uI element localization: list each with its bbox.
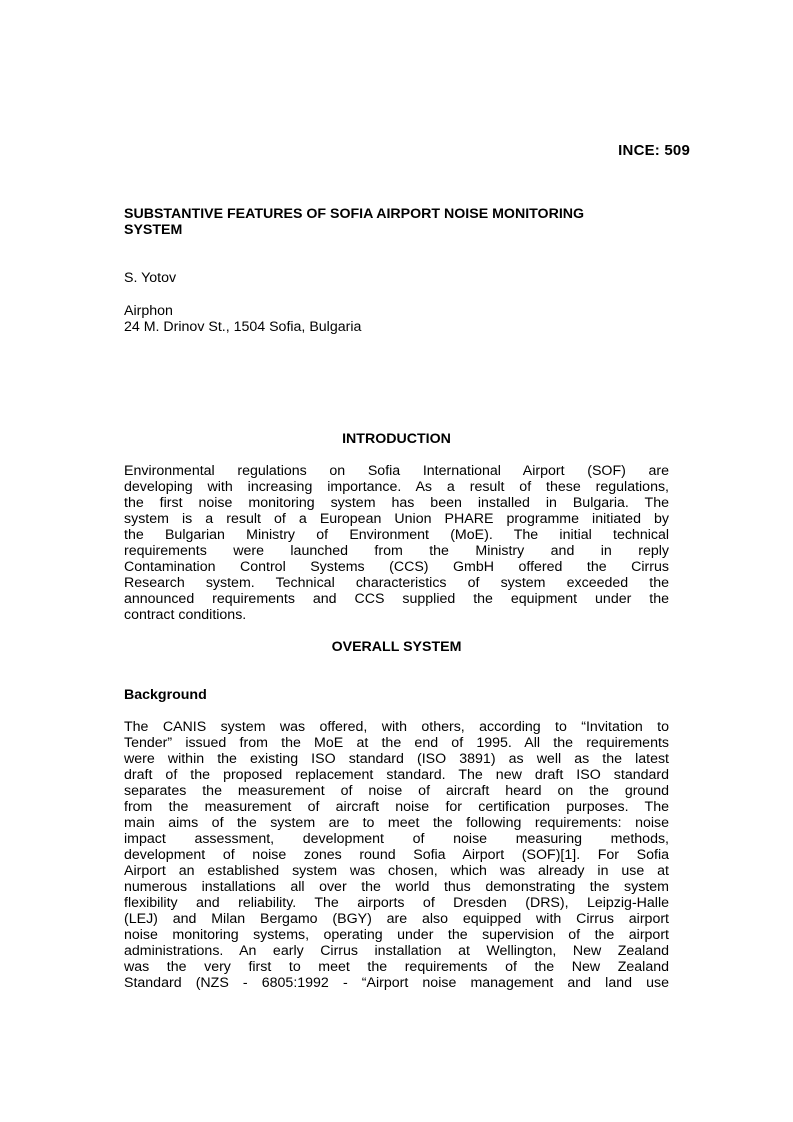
paragraph-line: was the very first to meet the requirements of the New Zealand xyxy=(124,959,669,975)
author-name: S. Yotov xyxy=(124,270,177,286)
paper-title-line: SYSTEM xyxy=(124,222,183,238)
paragraph-line: Tender” issued from the MoE at the end of 1995. All the requirements xyxy=(124,735,669,751)
paper-reference-number: INCE: 509 xyxy=(618,142,690,159)
section-heading-introduction: INTRODUCTION xyxy=(342,431,451,447)
paragraph-line: system is a result of a European Union PHARE programme initiated by xyxy=(124,511,669,527)
paragraph-line: Airport an established system was chosen, which was already in use at xyxy=(124,863,669,879)
paragraph-line: requirements were launched from the Ministry and in reply xyxy=(124,543,669,559)
background-paragraph xyxy=(124,719,669,991)
paragraph-line: main aims of the system are to meet the following requirements: noise xyxy=(124,815,669,831)
paragraph-line: flexibility and reliability. The airports of Dresden (DRS), Leipzig-Halle xyxy=(124,895,669,911)
paragraph-line: The CANIS system was offered, with others, according to “Invitation to xyxy=(124,719,669,735)
paragraph-line: administrations. An early Cirrus installation at Wellington, New Zealand xyxy=(124,943,669,959)
paragraph-line: the first noise monitoring system has been installed in Bulgaria. The xyxy=(124,495,669,511)
section-heading-overall-system: OVERALL SYSTEM xyxy=(331,639,462,655)
paragraph-line: Environmental regulations on Sofia International Airport (SOF) are xyxy=(124,463,669,479)
paragraph-line: developing with increasing importance. As a result of these regulations, xyxy=(124,479,669,495)
paragraph-line: announced requirements and CCS supplied the equipment under the xyxy=(124,591,669,607)
paragraph-line: contract conditions. xyxy=(124,607,247,623)
paragraph-line: numerous installations all over the world thus demonstrating the system xyxy=(124,879,669,895)
paragraph-line: noise monitoring systems, operating under the supervision of the airport xyxy=(124,927,669,943)
paragraph-line: impact assessment, development of noise measuring methods, xyxy=(124,831,669,847)
introduction-paragraph xyxy=(124,463,669,623)
paragraph-line: the Bulgarian Ministry of Environment (MoE). The initial technical xyxy=(124,527,669,543)
paragraph-line: (LEJ) and Milan Bergamo (BGY) are also equipped with Cirrus airport xyxy=(124,911,669,927)
author-affiliation xyxy=(124,303,361,335)
affiliation-organization: Airphon xyxy=(124,303,173,319)
paragraph-line: from the measurement of aircraft noise for certification purposes. The xyxy=(124,799,669,815)
paragraph-line: Research system. Technical characteristics of system exceeded the xyxy=(124,575,669,591)
paragraph-line: draft of the proposed replacement standard. The new draft ISO standard xyxy=(124,767,669,783)
subsection-heading-background: Background xyxy=(124,687,207,703)
affiliation-address: 24 M. Drinov St., 1504 Sofia, Bulgaria xyxy=(124,319,362,335)
paragraph-line: were within the existing ISO standard (ISO 3891) as well as the latest xyxy=(124,751,669,767)
paragraph-line: Standard (NZS - 6805:1992 - “Airport noise management and land use xyxy=(124,975,669,991)
paper-title xyxy=(124,206,664,238)
paragraph-line: development of noise zones round Sofia Airport (SOF)[1]. For Sofia xyxy=(124,847,669,863)
paragraph-line: separates the measurement of noise of aircraft heard on the ground xyxy=(124,783,669,799)
paper-title-line: SUBSTANTIVE FEATURES OF SOFIA AIRPORT NOISE MONITORING xyxy=(124,206,585,222)
paragraph-line: Contamination Control Systems (CCS) GmbH offered the Cirrus xyxy=(124,559,669,575)
